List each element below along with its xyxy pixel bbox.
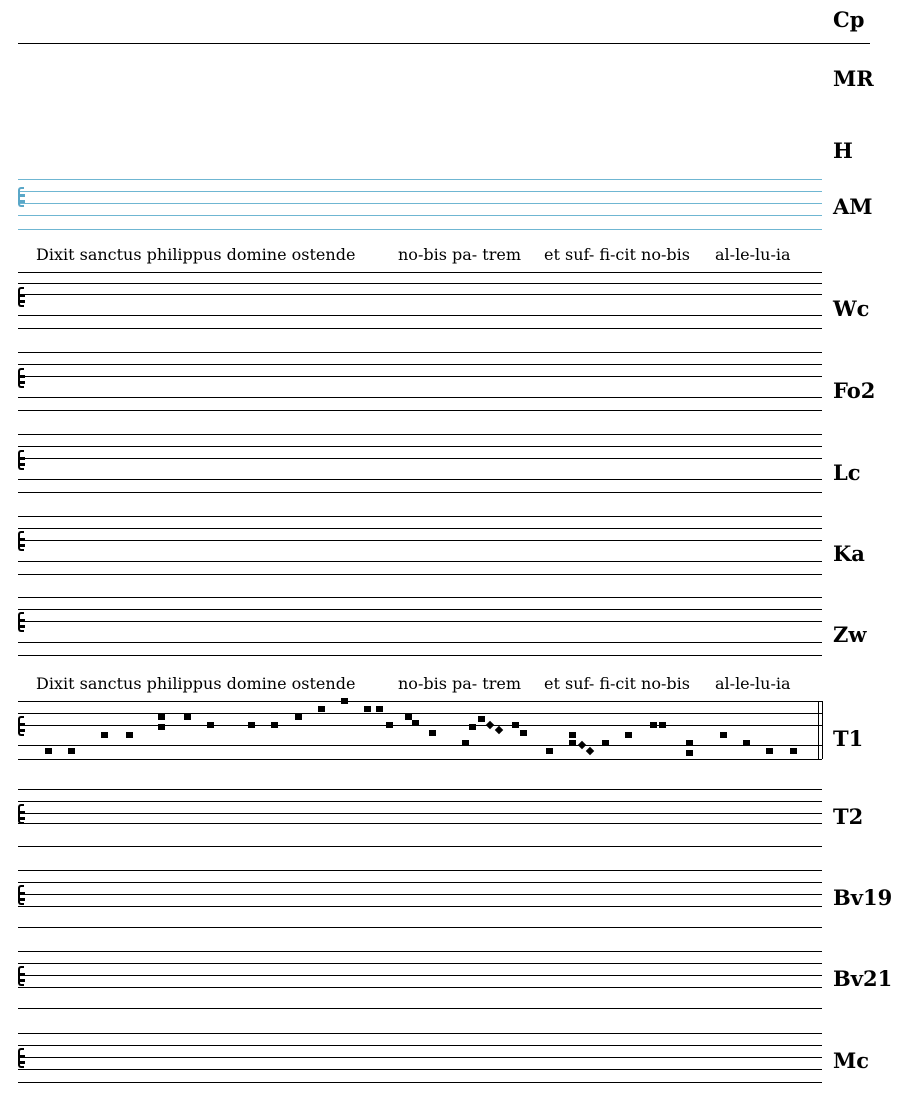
siglum-t2: T2 bbox=[833, 804, 864, 829]
c-clef-icon bbox=[18, 187, 24, 207]
neume-note bbox=[625, 732, 632, 738]
c-clef-icon bbox=[18, 612, 24, 632]
lyric-line1-phrase1: Dixit sanctus philippus domine ostende bbox=[36, 245, 356, 264]
siglum-bv19: Bv19 bbox=[833, 885, 893, 910]
neume-note bbox=[158, 724, 165, 730]
lyric-line1-phrase2: no-bis pa- trem bbox=[398, 245, 521, 264]
neume-note bbox=[686, 740, 693, 746]
c-clef-icon bbox=[18, 804, 24, 824]
siglum-mc: Mc bbox=[833, 1048, 870, 1073]
neume-note bbox=[720, 732, 727, 738]
c-clef-icon bbox=[18, 716, 24, 736]
neume-diamond bbox=[486, 721, 494, 729]
neume-note bbox=[659, 722, 666, 728]
neume-note bbox=[341, 698, 348, 704]
neume-note bbox=[766, 748, 773, 754]
neume-note bbox=[743, 740, 750, 746]
neume-note bbox=[101, 732, 108, 738]
neume-note bbox=[386, 722, 393, 728]
neume-note bbox=[376, 706, 383, 712]
neume-note bbox=[546, 748, 553, 754]
siglum-ka: Ka bbox=[833, 541, 865, 566]
c-clef-icon bbox=[18, 966, 24, 986]
lyric-line2-phrase2: no-bis pa- trem bbox=[398, 674, 521, 693]
neume-note bbox=[650, 722, 657, 728]
neume-diamond bbox=[578, 741, 586, 749]
top-rule bbox=[18, 43, 870, 44]
neume-note bbox=[318, 706, 325, 712]
neume-note bbox=[469, 724, 476, 730]
neume-note bbox=[478, 716, 485, 722]
siglum-h: H bbox=[833, 138, 853, 163]
siglum-am: AM bbox=[833, 194, 873, 219]
lyric-line2-phrase3: et suf- fi-cit no-bis bbox=[544, 674, 690, 693]
siglum-mr: MR bbox=[833, 66, 874, 91]
c-clef-icon bbox=[18, 287, 24, 307]
siglum-zw: Zw bbox=[833, 622, 867, 647]
final-barline bbox=[818, 701, 819, 759]
neume-note bbox=[45, 748, 52, 754]
lyric-line2-phrase4: al-le-lu-ia bbox=[715, 674, 791, 693]
neume-note bbox=[686, 750, 693, 756]
neume-note bbox=[429, 730, 436, 736]
neume-note bbox=[295, 714, 302, 720]
c-clef-icon bbox=[18, 531, 24, 551]
neume-note bbox=[184, 714, 191, 720]
neume-note bbox=[412, 720, 419, 726]
c-clef-icon bbox=[18, 1048, 24, 1068]
neume-note bbox=[512, 722, 519, 728]
lyric-line2-phrase1: Dixit sanctus philippus domine ostende bbox=[36, 674, 356, 693]
neume-note bbox=[126, 732, 133, 738]
neume-note bbox=[569, 732, 576, 738]
siglum-bv21: Bv21 bbox=[833, 966, 893, 991]
neume-note bbox=[462, 740, 469, 746]
lyric-line1-phrase3: et suf- fi-cit no-bis bbox=[544, 245, 690, 264]
siglum-lc: Lc bbox=[833, 460, 861, 485]
neume-note bbox=[248, 722, 255, 728]
siglum-t1: T1 bbox=[833, 726, 864, 751]
siglum-cp: Cp bbox=[833, 7, 865, 32]
c-clef-icon bbox=[18, 368, 24, 388]
c-clef-icon bbox=[18, 450, 24, 470]
final-barline bbox=[822, 701, 823, 759]
siglum-wc: Wc bbox=[833, 296, 870, 321]
neume-note bbox=[405, 714, 412, 720]
neume-note bbox=[569, 740, 576, 746]
neume-diamond bbox=[495, 726, 503, 734]
neume-note bbox=[68, 748, 75, 754]
neume-note bbox=[158, 714, 165, 720]
neume-note bbox=[602, 740, 609, 746]
lyric-line1-phrase4: al-le-lu-ia bbox=[715, 245, 791, 264]
c-clef-icon bbox=[18, 885, 24, 905]
neume-note bbox=[520, 730, 527, 736]
neume-note bbox=[364, 706, 371, 712]
neume-note bbox=[790, 748, 797, 754]
siglum-fo2: Fo2 bbox=[833, 378, 876, 403]
neume-diamond bbox=[586, 747, 594, 755]
neume-note bbox=[271, 722, 278, 728]
neume-note bbox=[207, 722, 214, 728]
